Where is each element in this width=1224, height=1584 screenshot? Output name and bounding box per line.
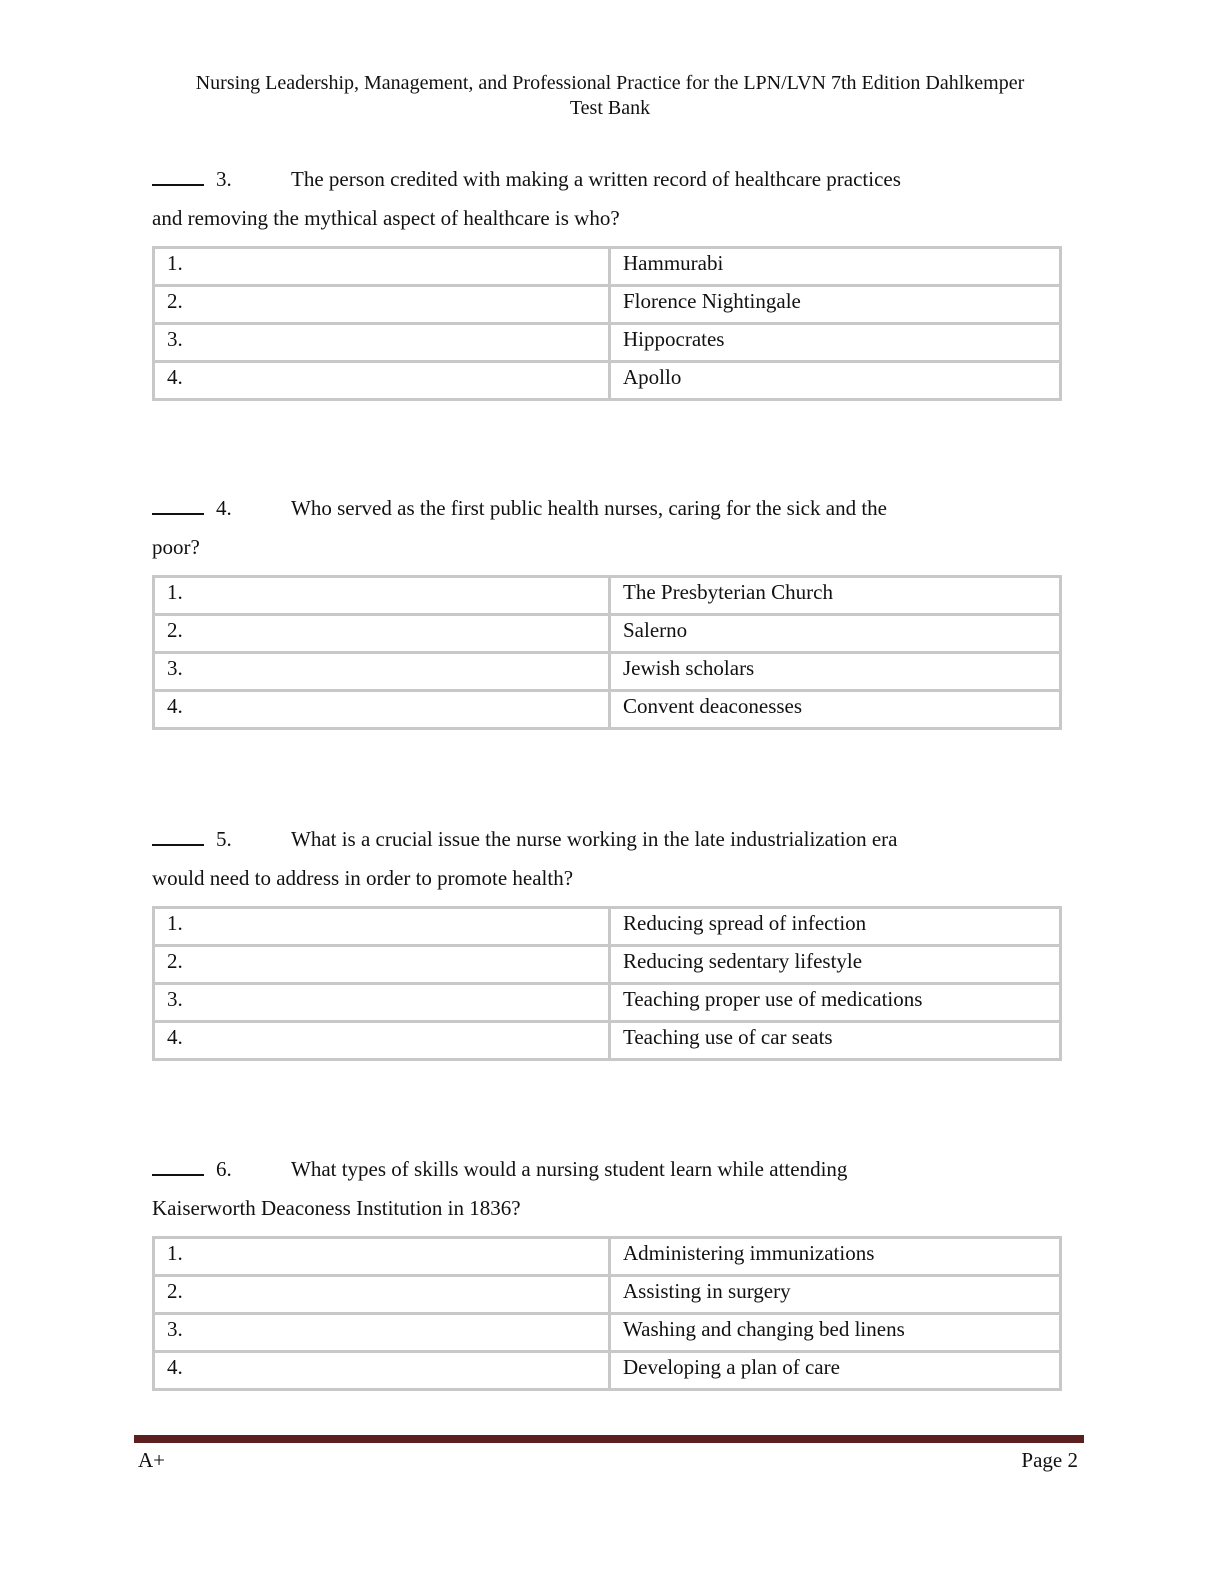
answer-blank[interactable] bbox=[152, 166, 204, 186]
choice-text: Reducing spread of infection bbox=[610, 908, 1061, 946]
choice-text: Administering immunizations bbox=[610, 1238, 1061, 1276]
choices-table bbox=[152, 1236, 1062, 1391]
question-number: 4. bbox=[216, 496, 232, 520]
choice-number: 1. bbox=[154, 1238, 610, 1276]
question-text-line1: Who served as the first public health nurses, caring for the sick and the bbox=[291, 496, 887, 520]
question-text-line2: Kaiserworth Deaconess Institution in 1836? bbox=[152, 1196, 521, 1220]
choice-text: Hippocrates bbox=[610, 324, 1061, 362]
choice-row[interactable] bbox=[154, 577, 1061, 615]
choice-row[interactable] bbox=[154, 1314, 1061, 1352]
choice-row[interactable] bbox=[154, 362, 1061, 400]
choice-number: 4. bbox=[154, 1352, 610, 1390]
choice-row[interactable] bbox=[154, 324, 1061, 362]
choice-number: 3. bbox=[154, 324, 610, 362]
question-text-line1: What is a crucial issue the nurse working in the late industrialization era bbox=[291, 827, 898, 851]
header-title-line2: Test Bank bbox=[569, 97, 651, 119]
choice-row[interactable] bbox=[154, 1022, 1061, 1060]
question-number: 3. bbox=[216, 167, 232, 191]
choice-row[interactable] bbox=[154, 653, 1061, 691]
question-stem bbox=[152, 820, 1062, 898]
page-number: Page 2 bbox=[1021, 1448, 1078, 1472]
question-stem bbox=[152, 1150, 1062, 1228]
choice-text: Reducing sedentary lifestyle bbox=[610, 946, 1061, 984]
question-block bbox=[152, 1150, 1062, 1391]
question-stem bbox=[152, 160, 1062, 238]
choice-text: Washing and changing bed linens bbox=[610, 1314, 1061, 1352]
choices-table bbox=[152, 906, 1062, 1061]
choice-row[interactable] bbox=[154, 1238, 1061, 1276]
choice-row[interactable] bbox=[154, 908, 1061, 946]
choice-row[interactable] bbox=[154, 1276, 1061, 1314]
choice-number: 4. bbox=[154, 362, 610, 400]
question-block bbox=[152, 160, 1062, 401]
choice-text: Jewish scholars bbox=[610, 653, 1061, 691]
choice-number: 2. bbox=[154, 615, 610, 653]
choices-table bbox=[152, 246, 1062, 401]
choice-text: The Presbyterian Church bbox=[610, 577, 1061, 615]
choice-text: Salerno bbox=[610, 615, 1061, 653]
answer-blank[interactable] bbox=[152, 495, 204, 515]
answer-blank[interactable] bbox=[152, 826, 204, 846]
question-text-line2: poor? bbox=[152, 535, 200, 559]
choice-number: 3. bbox=[154, 984, 610, 1022]
choice-text: Assisting in surgery bbox=[610, 1276, 1061, 1314]
choice-text: Developing a plan of care bbox=[610, 1352, 1061, 1390]
choice-number: 4. bbox=[154, 1022, 610, 1060]
choices-table bbox=[152, 575, 1062, 730]
question-text-line2: and removing the mythical aspect of healthcare is who? bbox=[152, 206, 620, 230]
footer-divider bbox=[134, 1435, 1084, 1443]
question-text-line2: would need to address in order to promote health? bbox=[152, 866, 574, 890]
answer-blank[interactable] bbox=[152, 1156, 204, 1176]
choice-number: 2. bbox=[154, 946, 610, 984]
choice-row[interactable] bbox=[154, 946, 1061, 984]
question-number: 6. bbox=[216, 1157, 232, 1181]
header-title-line1: Nursing Leadership, Management, and Professional Practice for the LPN/LVN 7th Edition Dahlkemper bbox=[195, 72, 1025, 94]
page-header bbox=[140, 71, 1080, 121]
question-text-line1: What types of skills would a nursing student learn while attending bbox=[291, 1157, 848, 1181]
choice-row[interactable] bbox=[154, 615, 1061, 653]
choice-row[interactable] bbox=[154, 984, 1061, 1022]
choice-text: Teaching proper use of medications bbox=[610, 984, 1061, 1022]
footer-left-text: A+ bbox=[138, 1448, 166, 1472]
choice-row[interactable] bbox=[154, 1352, 1061, 1390]
choice-row[interactable] bbox=[154, 286, 1061, 324]
choice-number: 1. bbox=[154, 577, 610, 615]
choice-number: 4. bbox=[154, 691, 610, 729]
question-block bbox=[152, 820, 1062, 1061]
choice-number: 1. bbox=[154, 248, 610, 286]
choice-number: 2. bbox=[154, 1276, 610, 1314]
choice-number: 3. bbox=[154, 1314, 610, 1352]
choice-text: Apollo bbox=[610, 362, 1061, 400]
question-stem bbox=[152, 489, 1062, 567]
choice-number: 2. bbox=[154, 286, 610, 324]
choice-row[interactable] bbox=[154, 691, 1061, 729]
choice-number: 3. bbox=[154, 653, 610, 691]
choice-text: Florence Nightingale bbox=[610, 286, 1061, 324]
choice-number: 1. bbox=[154, 908, 610, 946]
choice-row[interactable] bbox=[154, 248, 1061, 286]
choice-text: Hammurabi bbox=[610, 248, 1061, 286]
choice-text: Teaching use of car seats bbox=[610, 1022, 1061, 1060]
question-text-line1: The person credited with making a written record of healthcare practices bbox=[291, 167, 901, 191]
choice-text: Convent deaconesses bbox=[610, 691, 1061, 729]
question-block bbox=[152, 489, 1062, 730]
question-number: 5. bbox=[216, 827, 232, 851]
